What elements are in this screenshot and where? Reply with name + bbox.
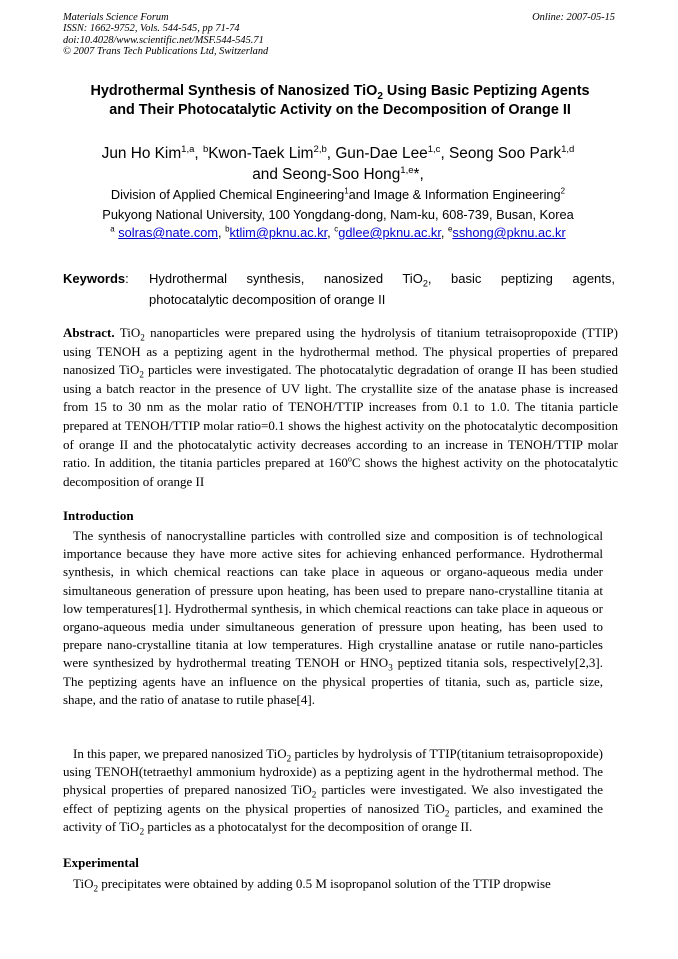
introduction-paragraph-2: In this paper, we prepared nanosized TiO$_2$ particles by hydrolysis of TTIP(titanium tetraisopropoxide) using TENOH(tetraethyl ammonium hydroxide) as a peptizing agent in the hydrothermal method. The physical properties of prepared nanosized TiO$_2$ particles were investigated. We also investigated the effect of peptizing agents on the physical properties of nanosized TiO$_2$ particles, and examined the activity of TiO$_2$ particles as a photocatalyst for the decomposition of orange II. xyxy=(63,746,603,837)
author-emails: $^a$ solras@nate.com, $^b$ktlim@pknu.ac.kr, $^c$gdlee@pknu.ac.kr, $^e$sshong@pknu.ac.kr xyxy=(110,224,566,240)
introduction-paragraph-1: The synthesis of nanocrystalline particles with controlled size and composition is of technological importance because they have more active sites for achieving enhanced performance. Hydrothermal synthesis, in which chemical reactions can take place in aqueous or organo-aqueous media under simultaneous generation of pressure upon heating, has been used to prepare nano-crystalline titania at low temperatures[1]. Hydrothermal synthesis, in which chemical reactions can take place in aqueous or organo-aqueous media under simultaneous generation of pressure upon heating, has been used to prepare nano-crystalline titania at low temperatures. High crystalline anatase or rutile nano-particles were synthesized by hydrothermal treating TENOH or $HNO_3$ peptized titania sols, respectively[2,3]. The peptizing agents have an influence on the physical properties of titania, such as, particle size, shape, and the ratio of anatase to rutile phase[4]. xyxy=(63,528,603,707)
paper-title xyxy=(55,82,625,120)
email-link-a[interactable]: solras@nate.com xyxy=(118,225,218,240)
experimental-paragraph-1: TiO$_2$ precipitates were obtained by adding 0.5 M isopropanol solution of the TTIP dropwise xyxy=(73,876,551,894)
email-link-e[interactable]: sshong@pknu.ac.kr xyxy=(452,225,566,240)
keywords-line-2: photocatalytic decomposition of orange II xyxy=(149,292,386,307)
introduction-heading: Introduction xyxy=(63,508,134,523)
experimental-heading: Experimental xyxy=(63,855,139,870)
issn-line: ISSN: 1662-9752, Vols. 544-545, pp 71-74 xyxy=(63,23,240,35)
affiliation xyxy=(58,185,618,224)
author-line-1: Jun Ho Kim$^{1,a}$, $^b$Kwon-Taek Lim$^{2,b}$, Gun-Dae Lee$^{1,c}$, Seong Soo Park$^{1,d}$ xyxy=(101,143,575,162)
keywords-line-1: Hydrothermal synthesis, nanosized TiO$_2$, basic peptizing agents, xyxy=(149,271,616,289)
journal-name: Materials Science Forum xyxy=(63,12,169,23)
journal-header xyxy=(63,12,615,57)
affiliation-line-2: Pukyong National University, 100 Yongdang-dong, Nam-ku, 608-739, Busan, Korea xyxy=(102,206,574,222)
doi-line: doi:10.4028/www.scientific.net/MSF.544-545.71 xyxy=(63,34,264,46)
email-link-c[interactable]: gdlee@pknu.ac.kr xyxy=(338,225,441,240)
keywords-block xyxy=(63,268,615,310)
affiliation-line-1: Division of Applied Chemical Engineering$^1$and Image & Information Engineering$^2$ xyxy=(110,186,566,202)
abstract: Abstract. TiO$_2$ nanoparticles were prepared using the hydrolysis of titanium tetraisopropoxide (TTIP) using TENOH as a peptizing agent in the hydrothermal method. The physical properties of prepared nanosized TiO$_2$ particles were investigated. The photocatalytic degradation of orange II has been studied using a batch reactor in the presence of UV light. The crystallite size of the anatase phase is increased from 15 to 30 nm as the molar ratio of TENOH/TTIP increases from 0.1 to 1.0. The titania particle prepared at TENOH/TTIP molar ratio=0.1 shows the highest activity on the photocatalytic decomposition of orange II and the photocatalytic activity decreases according to an increase in TENOH/TTIP molar ratio. In addition, the titania particles prepared at 160$^o$C shows the highest activity on the photocatalytic decomposition of orange II xyxy=(63,325,618,489)
email-link-b[interactable]: ktlim@pknu.ac.kr xyxy=(229,225,328,240)
abstract-label: Abstract. xyxy=(63,325,115,340)
author-list xyxy=(58,143,618,185)
title-line-2: and Their Photocatalytic Activity on the Decomposition of Orange II xyxy=(109,102,571,118)
online-date: Online: 2007-05-15 xyxy=(532,12,615,23)
title-line-1: Hydrothermal Synthesis of Nanosized TiO$_2$ Using Basic Peptizing Agents xyxy=(90,83,590,102)
copyright-line: © 2007 Trans Tech Publications Ltd, Switzerland xyxy=(63,45,269,57)
keywords-label: Keywords: xyxy=(63,271,129,286)
author-line-2: and Seong-Soo Hong$^{1,e}$*, xyxy=(252,164,424,183)
